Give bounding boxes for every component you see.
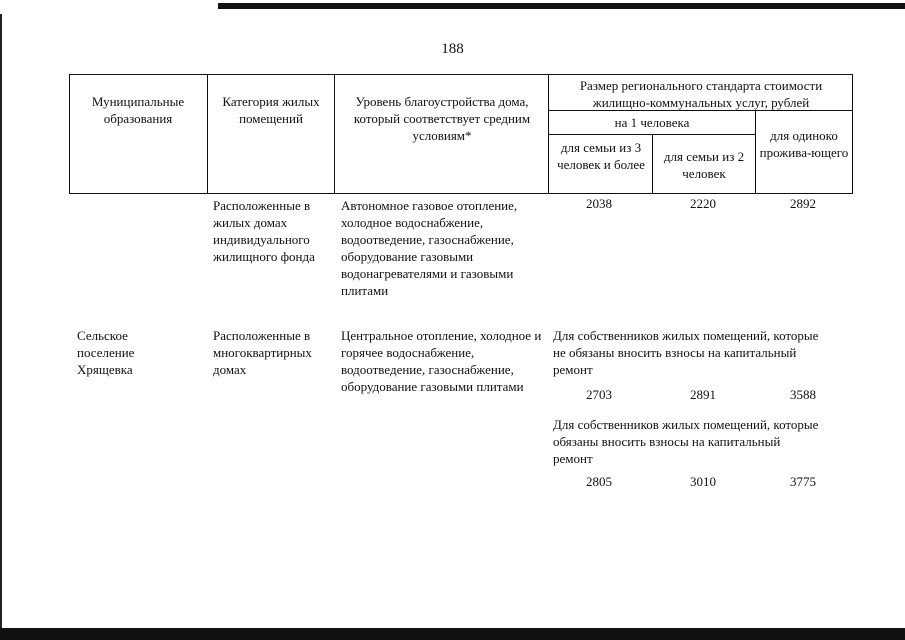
col-border-1 — [207, 74, 208, 194]
header-municipality: Муниципальные образования — [91, 94, 185, 126]
row2b-value-single: 3775 — [790, 474, 816, 489]
header-family-3: для семьи из 3 человек и более — [557, 140, 645, 172]
row2a-value-single: 3588 — [790, 387, 816, 402]
row2-municipality: Сельское поселение Хрящевка — [77, 328, 135, 377]
page-number: 188 — [441, 41, 464, 57]
header-top-border — [69, 74, 853, 75]
col-border-3 — [548, 74, 549, 194]
header-family-2: для семьи из 2 человек — [663, 149, 745, 181]
row2-note-no-obligation: Для собственников жилых помещений, которые не обязаны вносить взносы на капитальный ремонт — [553, 328, 819, 377]
header-per-person: на 1 человека — [614, 115, 690, 130]
row2a-value-family-2: 2891 — [690, 387, 716, 402]
row2-category: Расположенные в многоквартирных домах — [213, 328, 312, 377]
row2-note-obligated: Для собственников жилых помещений, которые обязаны вносить взносы на капитальный ремонт — [553, 417, 819, 466]
row1-level: Автономное газовое отопление, холодное водоснабжение, водоотведение, газоснабжение, оборудование газовыми водонагревателями и газовыми плитами — [341, 198, 518, 298]
col-border-5 — [755, 110, 756, 194]
row2b-value-family-2: 3010 — [690, 474, 716, 489]
row2a-value-family-3: 2703 — [586, 387, 612, 402]
col-border-6 — [852, 74, 853, 194]
row2-level: Центральное отопление, холодное и горячее водоснабжение, водоотведение, газоснабжение, оборудование газовыми плитами — [341, 328, 542, 394]
header-category: Категория жилых помещений — [222, 94, 320, 126]
row1-category: Расположенные в жилых домах индивидуального жилищного фонда — [213, 198, 315, 264]
header-standard-size: Размер регионального стандарта стоимости жилищно-коммунальных услуг, рублей — [579, 78, 823, 110]
scan-border-top — [218, 3, 905, 9]
scan-border-left — [0, 14, 2, 640]
row1-value-family-3: 2038 — [586, 196, 612, 211]
row1-value-single: 2892 — [790, 196, 816, 211]
scan-border-bottom — [0, 628, 905, 640]
header-level: Уровень благоустройства дома, который соответствует средним условиям* — [353, 94, 531, 143]
col-border-2 — [334, 74, 335, 194]
row2b-value-family-3: 2805 — [586, 474, 612, 489]
row1-value-family-2: 2220 — [690, 196, 716, 211]
header-single: для одиноко прожива-ющего — [759, 128, 849, 160]
col-border-4 — [652, 134, 653, 194]
col-border-0 — [69, 74, 70, 194]
header-bottom-border — [69, 193, 853, 194]
